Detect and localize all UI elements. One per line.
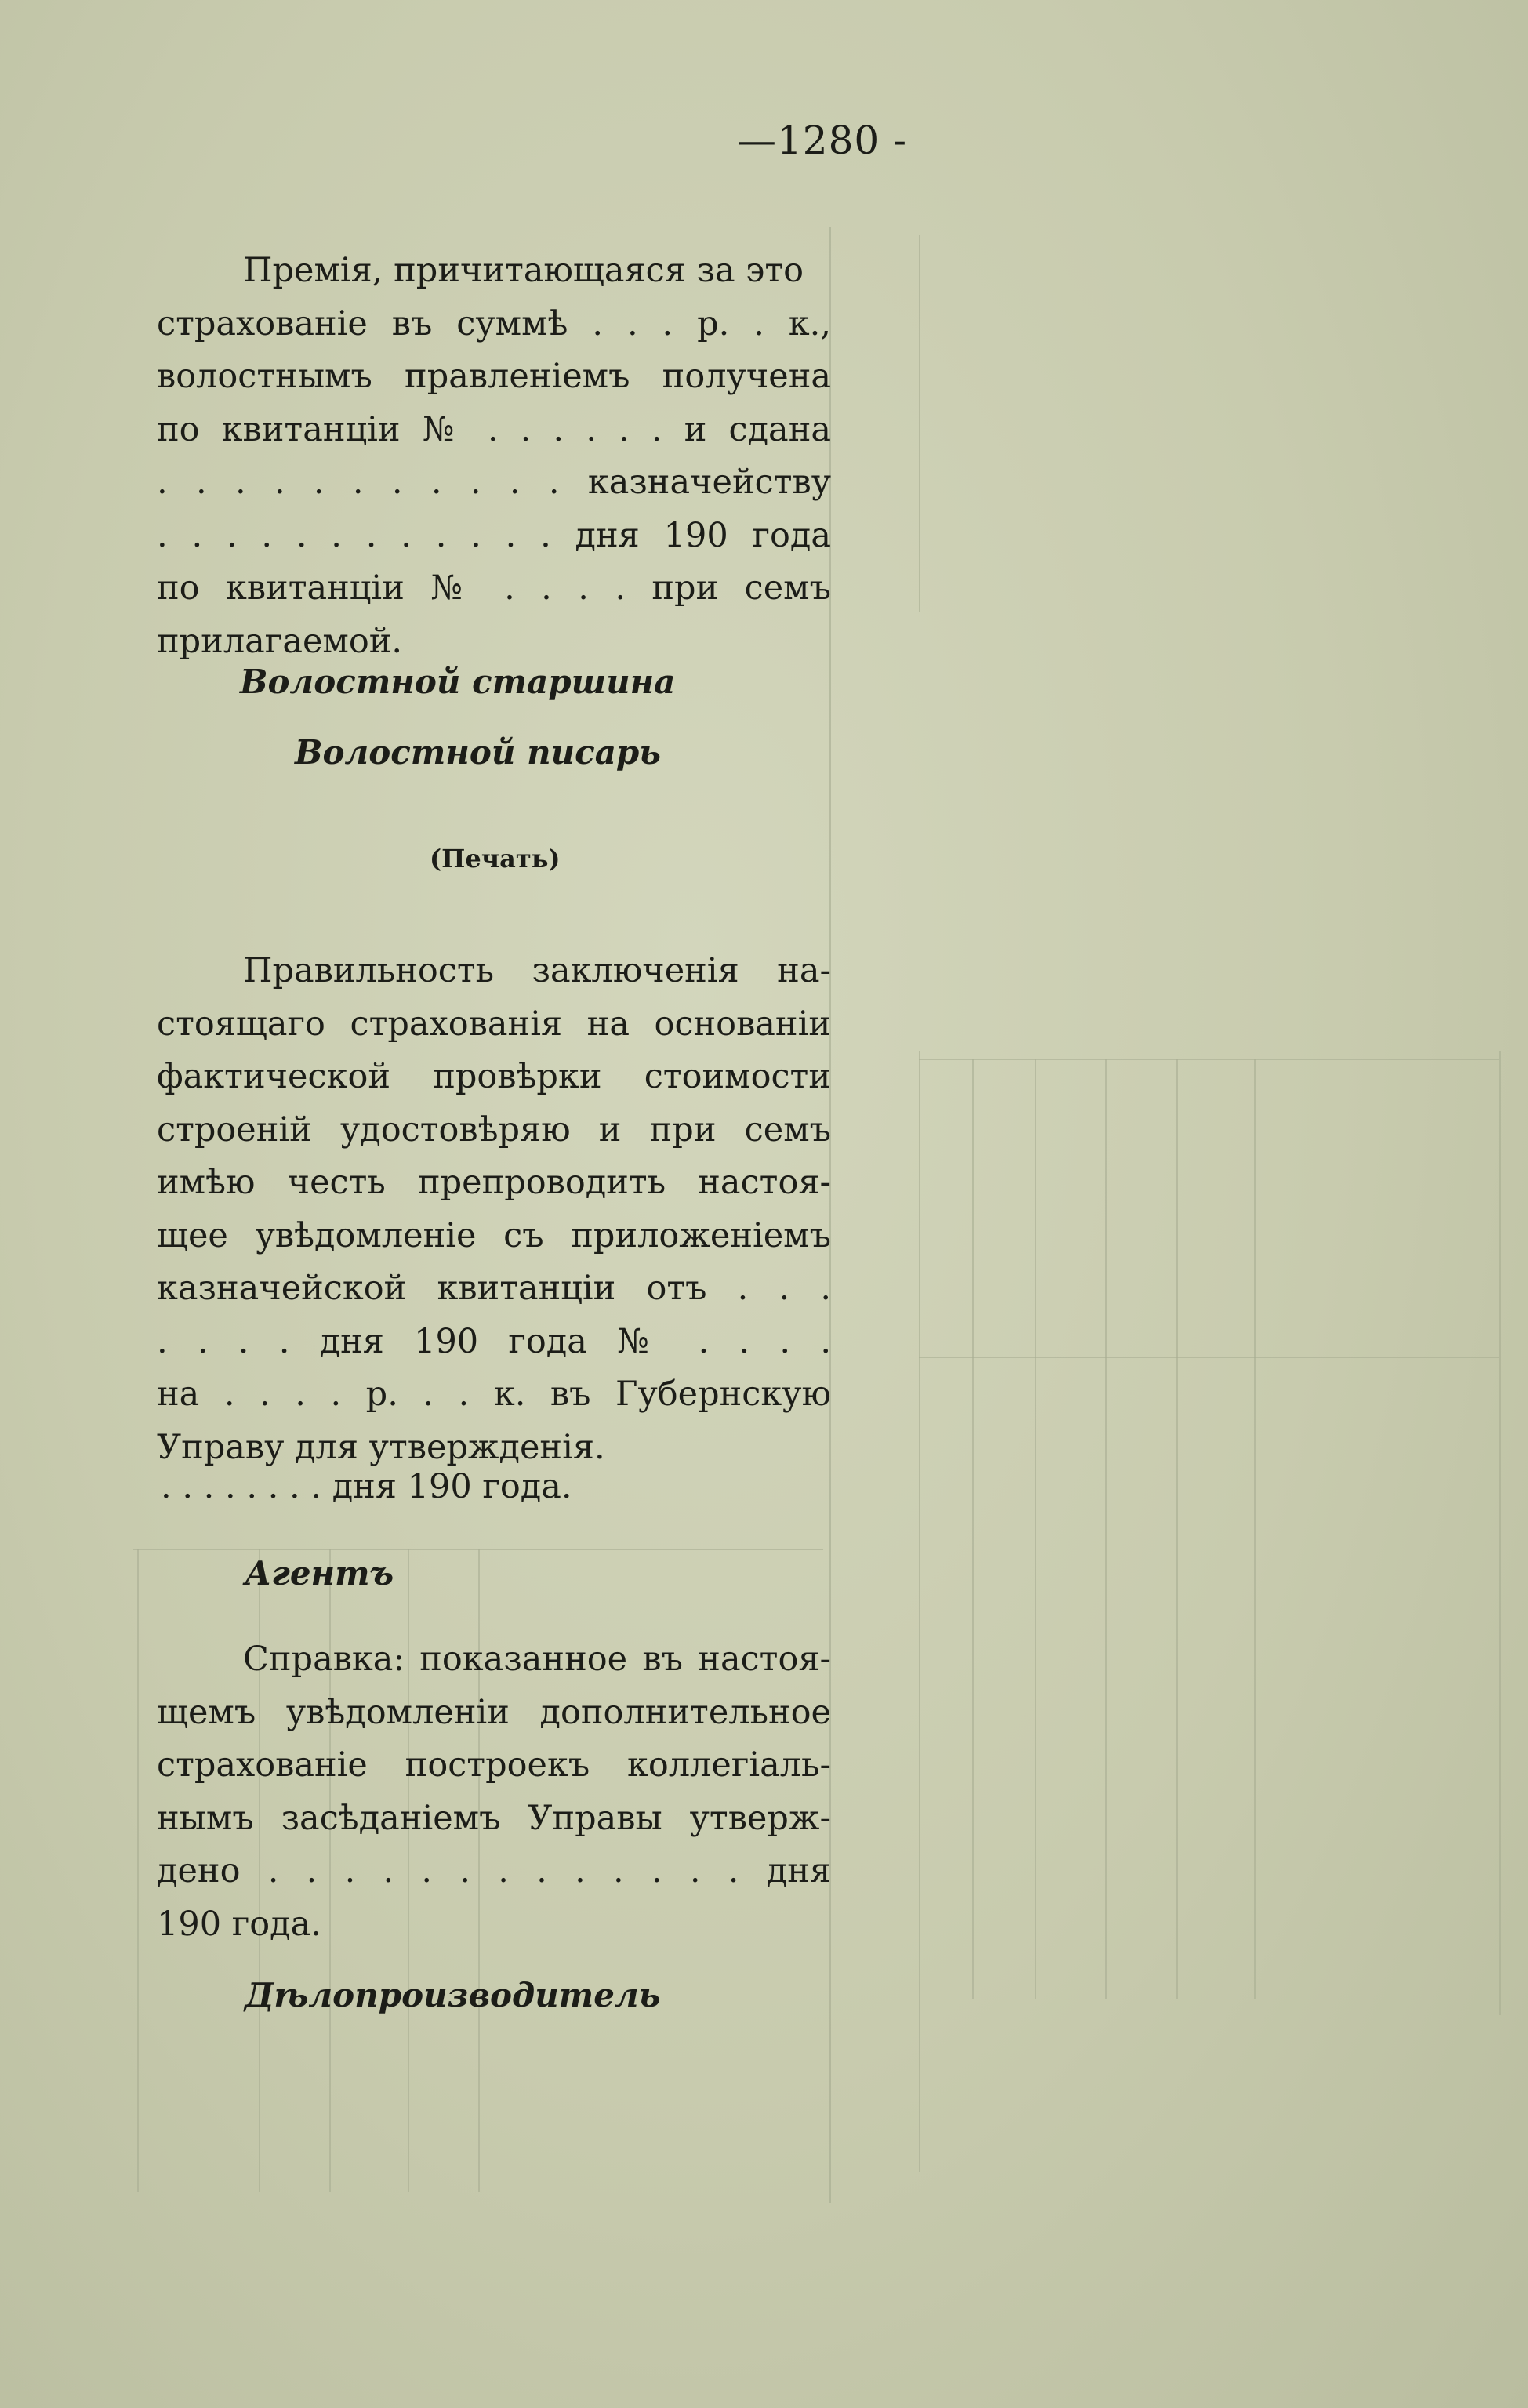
- certification-paragraph: [157, 945, 831, 1474]
- certification-date: . . . . . . . . дня 190 года.: [161, 1467, 572, 1506]
- reference-line: дено . . . . . . . . . . . . . дня: [157, 1851, 831, 1890]
- reference-line: Справка: показанное въ настоя-: [243, 1640, 831, 1679]
- volost-elder-signature: Волостной старшина: [240, 663, 676, 701]
- certification-line: строеній удостовѣряю и при семъ: [157, 1110, 831, 1150]
- agent-signature: Агентъ: [245, 1554, 394, 1593]
- volost-clerk-signature: Волостной писарь: [295, 733, 662, 772]
- premium-line: . . . . . . . . . . . казначейству: [157, 463, 831, 502]
- ghost-table-line: [1499, 1051, 1501, 2015]
- premium-line: Премія, причитающаяся за это: [243, 251, 804, 290]
- ghost-table-line: [1035, 1059, 1036, 1999]
- reference-paragraph: [157, 1633, 831, 1951]
- premium-line: прилагаемой.: [157, 621, 403, 661]
- reference-line: щемъ увѣдомленіи дополнительное: [157, 1692, 831, 1732]
- certification-line: щее увѣдомленіе съ приложеніемъ: [157, 1215, 831, 1255]
- ghost-table-line: [137, 1549, 139, 2192]
- ghost-table-line: [1254, 1059, 1256, 1999]
- certification-line: Правильность заключенія на-: [243, 951, 831, 990]
- office-clerk-signature: Дѣлопроизводитель: [245, 1976, 661, 2014]
- ghost-table-line: [1105, 1059, 1107, 1999]
- ghost-table-line: [919, 1059, 1499, 1060]
- premium-paragraph: [157, 245, 831, 668]
- certification-date-line: [161, 1461, 757, 1514]
- premium-line: волостнымъ правленіемъ получена: [157, 357, 831, 396]
- ghost-table-line: [919, 1357, 1499, 1358]
- certification-line: Управу для утвержденія.: [157, 1427, 605, 1467]
- reference-line: 190 года.: [157, 1904, 321, 1944]
- premium-line: страхованіе въ суммѣ . . . р. . к.,: [157, 303, 831, 343]
- premium-line: по квитанціи № . . . . . . и сдана: [157, 409, 831, 449]
- certification-line: стоящаго страхованія на основаніи: [157, 1004, 831, 1044]
- reference-line: нымъ засѣданіемъ Управы утверж-: [157, 1798, 831, 1838]
- certification-line: . . . . дня 190 года № . . . .: [157, 1321, 831, 1361]
- ghost-table-line: [919, 235, 920, 612]
- page-number: —1280 -: [737, 118, 908, 163]
- ghost-table-line: [919, 1051, 920, 2172]
- certification-line: казначейской квитанціи отъ . . .: [157, 1269, 831, 1308]
- ghost-table-line: [1176, 1059, 1178, 1999]
- certification-line: фактической провѣрки стоимости: [157, 1057, 831, 1096]
- certification-line: на . . . . р. . . к. въ Губернскую: [157, 1375, 831, 1414]
- ghost-table-line: [972, 1059, 974, 1999]
- certification-line: имѣю честь препроводить настоя-: [157, 1163, 831, 1202]
- premium-line: по квитанціи № . . . . при семъ: [157, 568, 831, 608]
- stamp-label: (Печать): [430, 844, 561, 873]
- reference-line: страхованіе построекъ коллегіаль-: [157, 1745, 831, 1785]
- premium-line: . . . . . . . . . . . . дня 190 года: [157, 515, 831, 555]
